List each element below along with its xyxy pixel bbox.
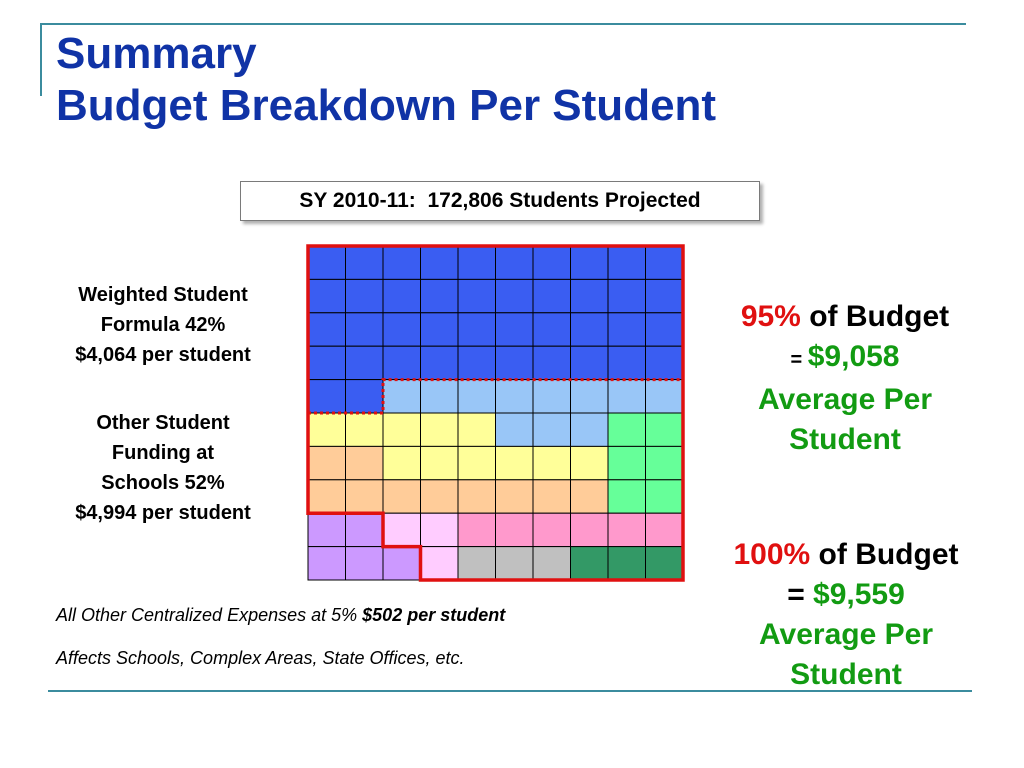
budget-95-avg-line-1: Average Per bbox=[758, 383, 932, 416]
grid-cell bbox=[608, 513, 646, 546]
grid-cell bbox=[458, 313, 496, 346]
other-line-3: Schools 52% bbox=[101, 472, 225, 494]
grid-cell bbox=[346, 380, 384, 413]
grid-cell bbox=[458, 446, 496, 479]
budget-100-percent: 100% bbox=[733, 538, 811, 571]
grid-cell bbox=[308, 446, 346, 479]
grid-cell bbox=[533, 346, 571, 379]
grid-cell bbox=[458, 346, 496, 379]
centralized-amount: $502 per student bbox=[362, 605, 506, 625]
grid-cell bbox=[571, 279, 609, 312]
grid-cell bbox=[496, 413, 534, 446]
students-projected-box: SY 2010-11: 172,806 Students Projected bbox=[240, 181, 760, 221]
budget-95-avg-line-2: Student bbox=[789, 423, 901, 456]
grid-cell bbox=[571, 480, 609, 513]
grid-cell bbox=[608, 446, 646, 479]
budget-100-block bbox=[696, 535, 996, 695]
title-line-1: Summary bbox=[56, 29, 257, 78]
grid-cell bbox=[421, 480, 459, 513]
grid-cell bbox=[308, 547, 346, 580]
grid-cell bbox=[496, 346, 534, 379]
grid-cell bbox=[346, 346, 384, 379]
grid-cell bbox=[383, 547, 421, 580]
grid-cell bbox=[346, 513, 384, 546]
weighted-line-3: $4,064 per student bbox=[75, 344, 251, 366]
grid-cell bbox=[646, 346, 684, 379]
grid-cell bbox=[421, 547, 459, 580]
grid-cell bbox=[646, 313, 684, 346]
grid-cell bbox=[308, 480, 346, 513]
grid-cell bbox=[421, 446, 459, 479]
budget-95-block bbox=[700, 297, 990, 460]
grid-cell bbox=[346, 279, 384, 312]
centralized-expenses-note bbox=[56, 605, 505, 626]
grid-cell bbox=[458, 413, 496, 446]
grid-cell bbox=[308, 313, 346, 346]
grid-cell bbox=[646, 279, 684, 312]
centralized-text: All Other Centralized Expenses at 5% bbox=[56, 605, 363, 625]
grid-cell bbox=[383, 413, 421, 446]
grid-cell bbox=[533, 413, 571, 446]
grid-cell bbox=[346, 547, 384, 580]
grid-cell bbox=[571, 346, 609, 379]
budget-95-equals: = bbox=[790, 349, 808, 371]
grid-cell bbox=[383, 446, 421, 479]
grid-cell bbox=[308, 380, 346, 413]
grid-cell bbox=[383, 313, 421, 346]
grid-cell bbox=[458, 246, 496, 279]
grid-cell bbox=[646, 446, 684, 479]
grid-cell bbox=[533, 446, 571, 479]
grid-cell bbox=[421, 313, 459, 346]
grid-cell bbox=[571, 313, 609, 346]
grid-cell bbox=[571, 513, 609, 546]
grid-cell bbox=[421, 380, 459, 413]
other-line-1: Other Student bbox=[96, 412, 230, 434]
budget-100-avg-line-1: Average Per bbox=[759, 618, 933, 651]
grid-cell bbox=[608, 480, 646, 513]
grid-cell bbox=[571, 446, 609, 479]
grid-cell bbox=[496, 279, 534, 312]
grid-cell bbox=[571, 246, 609, 279]
grid-cell bbox=[533, 279, 571, 312]
grid-cell bbox=[383, 480, 421, 513]
grid-cell bbox=[346, 313, 384, 346]
grid-cell bbox=[458, 547, 496, 580]
grid-cell bbox=[458, 513, 496, 546]
grid-cell bbox=[646, 480, 684, 513]
grid-cell bbox=[571, 547, 609, 580]
grid-cell bbox=[608, 547, 646, 580]
grid-cell bbox=[533, 480, 571, 513]
grid-cell bbox=[383, 346, 421, 379]
budget-100-of-budget: of Budget bbox=[810, 538, 959, 571]
budget-95-percent: 95% bbox=[740, 300, 801, 333]
grid-cell bbox=[608, 313, 646, 346]
budget-95-amount: $9,058 bbox=[807, 340, 900, 373]
other-line-2: Funding at bbox=[111, 442, 215, 464]
grid-cell bbox=[421, 346, 459, 379]
grid-cell bbox=[421, 246, 459, 279]
grid-cell bbox=[383, 246, 421, 279]
grid-cell bbox=[308, 513, 346, 546]
grid-cell bbox=[533, 547, 571, 580]
grid-cell bbox=[421, 513, 459, 546]
grid-cell bbox=[496, 380, 534, 413]
grid-cell bbox=[533, 246, 571, 279]
other-line-4: $4,994 per student bbox=[75, 502, 251, 524]
grid-cell bbox=[308, 413, 346, 446]
grid-cell bbox=[533, 313, 571, 346]
grid-cell bbox=[346, 246, 384, 279]
grid-cell bbox=[646, 513, 684, 546]
weighted-line-2: Formula 42% bbox=[100, 314, 226, 336]
grid-cell bbox=[383, 513, 421, 546]
grid-cell bbox=[346, 446, 384, 479]
grid-cell bbox=[608, 380, 646, 413]
grid-cell bbox=[608, 413, 646, 446]
grid-cell bbox=[608, 279, 646, 312]
grid-cell bbox=[496, 513, 534, 546]
grid-cell bbox=[496, 547, 534, 580]
grid-cell bbox=[308, 246, 346, 279]
grid-cell bbox=[571, 380, 609, 413]
grid-cell bbox=[646, 246, 684, 279]
grid-cell bbox=[308, 279, 346, 312]
grid-cell bbox=[646, 547, 684, 580]
grid-cell bbox=[608, 246, 646, 279]
grid-cell bbox=[383, 380, 421, 413]
grid-cell bbox=[458, 480, 496, 513]
budget-100-amount: $9,559 bbox=[813, 578, 905, 611]
grid-cell bbox=[421, 413, 459, 446]
weighted-line-1: Weighted Student bbox=[78, 284, 248, 306]
grid-cell bbox=[533, 380, 571, 413]
grid-cell bbox=[346, 413, 384, 446]
grid-cell bbox=[496, 480, 534, 513]
grid-cell bbox=[646, 380, 684, 413]
affects-note: Affects Schools, Complex Areas, State Offices, etc. bbox=[56, 648, 465, 668]
grid-cell bbox=[608, 346, 646, 379]
grid-cell bbox=[533, 513, 571, 546]
grid-cell bbox=[308, 346, 346, 379]
grid-cell bbox=[571, 413, 609, 446]
grid-cell bbox=[383, 279, 421, 312]
title-line-2: Budget Breakdown Per Student bbox=[56, 81, 717, 130]
grid-cell bbox=[496, 446, 534, 479]
grid-cell bbox=[458, 279, 496, 312]
budget-100-avg-line-2: Student bbox=[790, 658, 902, 691]
grid-cell bbox=[346, 480, 384, 513]
budget-100-equals: = bbox=[787, 578, 814, 611]
grid-cell bbox=[646, 413, 684, 446]
grid-cell bbox=[421, 279, 459, 312]
grid-cell bbox=[496, 246, 534, 279]
grid-cell bbox=[458, 380, 496, 413]
budget-95-of-budget: of Budget bbox=[800, 300, 950, 333]
grid-cell bbox=[496, 313, 534, 346]
